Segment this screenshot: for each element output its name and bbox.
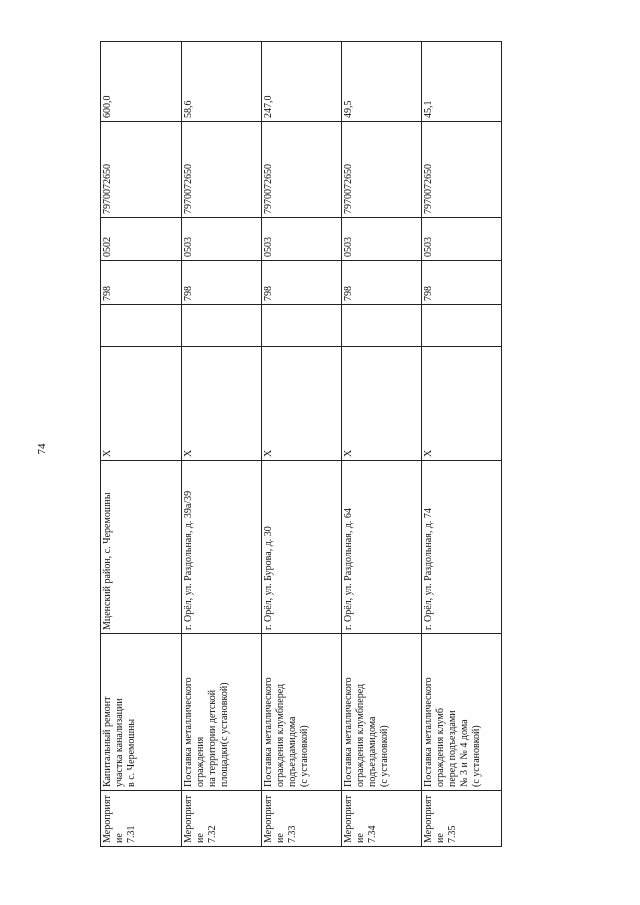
cell-grbs: 798 (101, 261, 182, 305)
cell-address: г. Орёл, ул. Бурова, д. 30 (262, 461, 342, 634)
cell-code: Мероприятие 7.33 (262, 791, 342, 847)
cell-empty (262, 305, 342, 347)
cell-code: Мероприятие 7.34 (342, 791, 422, 847)
cell-amount: 49,5 (342, 42, 422, 122)
cell-csr: 7970072650 (422, 122, 502, 218)
table-row (101, 42, 182, 847)
budget-table (100, 41, 502, 847)
table-container (100, 42, 501, 847)
cell-name: Капитальный ремонт участка канализации в с. Черемошны (101, 634, 182, 791)
cell-csr: 7970072650 (342, 122, 422, 218)
cell-empty (182, 305, 262, 347)
cell-section: 0503 (422, 218, 502, 261)
cell-section: 0502 (101, 218, 182, 261)
cell-empty (342, 305, 422, 347)
cell-code: Мероприятие 7.35 (422, 791, 502, 847)
cell-mark: X (342, 347, 422, 461)
cell-mark: X (101, 347, 182, 461)
page-number: 74 (36, 443, 48, 455)
cell-address: г. Орёл, ул. Раздольная, д. 64 (342, 461, 422, 634)
table-row (182, 42, 262, 847)
cell-address: Мценский район, с. Черемошны (101, 461, 182, 634)
cell-grbs: 798 (422, 261, 502, 305)
cell-section: 0503 (342, 218, 422, 261)
table-row (262, 42, 342, 847)
cell-name: Поставка металлического ограждения клумбперед подъездамидома (с установкой) (262, 634, 342, 791)
cell-name: Поставка металлического ограждения клумбперед подъездамидома (с установкой) (342, 634, 422, 791)
table-row (422, 42, 502, 847)
cell-empty (422, 305, 502, 347)
cell-amount: 600,0 (101, 42, 182, 122)
cell-amount: 247,0 (262, 42, 342, 122)
cell-csr: 7970072650 (182, 122, 262, 218)
cell-csr: 7970072650 (101, 122, 182, 218)
cell-address: г. Орёл, ул. Раздольная, д. 74 (422, 461, 502, 634)
cell-csr: 7970072650 (262, 122, 342, 218)
cell-amount: 45,1 (422, 42, 502, 122)
rotated-table-frame (100, 42, 501, 847)
cell-mark: X (182, 347, 262, 461)
table-row (342, 42, 422, 847)
cell-mark: X (262, 347, 342, 461)
cell-code: Мероприятие 7.32 (182, 791, 262, 847)
cell-name: Поставка металлического ограждения клумб перед подъездами № 3 и № 4 дома (с установкой) (422, 634, 502, 791)
cell-amount: 58,6 (182, 42, 262, 122)
cell-section: 0503 (262, 218, 342, 261)
cell-empty (101, 305, 182, 347)
cell-section: 0503 (182, 218, 262, 261)
cell-code: Мероприятие 7.31 (101, 791, 182, 847)
cell-grbs: 798 (262, 261, 342, 305)
cell-address: г. Орёл, ул. Раздольная, д. 39а/39 (182, 461, 262, 634)
cell-mark: X (422, 347, 502, 461)
cell-name: Поставка металлического ограждения на территории детской площадки(с установкой) (182, 634, 262, 791)
cell-grbs: 798 (342, 261, 422, 305)
cell-grbs: 798 (182, 261, 262, 305)
